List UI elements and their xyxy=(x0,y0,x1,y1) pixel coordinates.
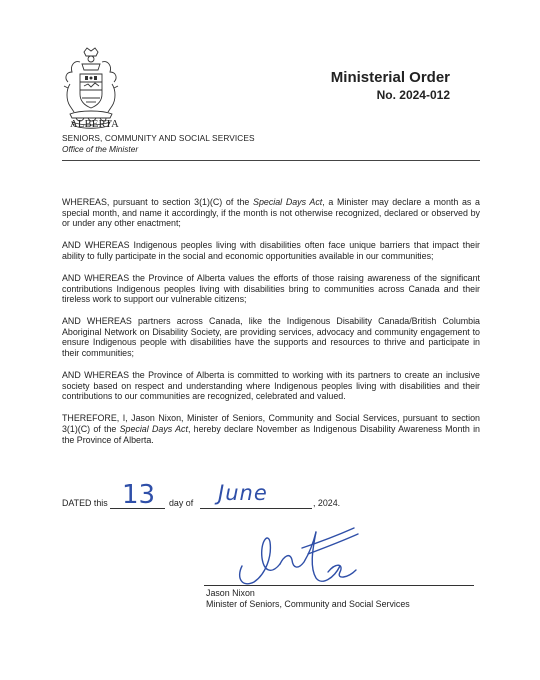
whereas-paragraph-3: AND WHEREAS the Province of Alberta values the efforts of those raising awareness of the significant contributions Indigenous peoples living with disabilities bring to communities across Canada and their tireless work to support our vulnerable citizens; xyxy=(62,272,480,305)
order-number: No. 2024-012 xyxy=(376,88,450,102)
year-label: , 2024. xyxy=(313,498,341,508)
whereas-paragraph-4: AND WHEREAS partners across Canada, like the Indigenous Disability Canada/British Columbia Aboriginal Network on Disability Society, are providing services, advocacy and community engagement to ensure Indigenous people with disabilities have the supports and resources to thrive and participate in their communities; xyxy=(62,316,480,359)
whereas-paragraph-5: AND WHEREAS the Province of Alberta is committed to working with its partners to create an inclusive society based on respect and understanding where Indigenous peoples living with disabilities and their contributions to our communities are recognized, celebrated and valued. xyxy=(62,370,480,402)
p1-text-a: WHEREAS, pursuant to section 3(1)(C) of the xyxy=(62,197,254,207)
whereas-paragraph-2: AND WHEREAS Indigenous peoples living with disabilities often face unique barriers that impact their ability to fully participate in the social and economic opportunities available in our communities; xyxy=(62,240,480,261)
signer-title: Minister of Seniors, Community and Social Services xyxy=(206,599,410,609)
whereas-paragraph-1 xyxy=(62,197,480,229)
order-title: Ministerial Order xyxy=(330,69,450,86)
p6-text-a: THEREFORE, I, Jason Nixon, Minister of Seniors, Community and Social Services, pursuant to section 3(1)(C) of the xyxy=(62,413,480,434)
ministry-name: SENIORS, COMMUNITY AND SOCIAL SERVICES xyxy=(62,133,255,143)
alberta-coat-of-arms-icon xyxy=(60,46,122,130)
header-divider xyxy=(62,160,480,161)
signer-name: Jason Nixon xyxy=(206,588,255,598)
month-underline xyxy=(200,508,312,509)
therefore-paragraph xyxy=(62,413,480,445)
alberta-wordmark: ALBERTA xyxy=(70,119,120,130)
month-handwritten: June xyxy=(218,481,268,505)
order-body xyxy=(62,197,480,457)
signature-line xyxy=(204,585,474,586)
day-of-label: day of xyxy=(169,498,194,508)
office-name: Office of the Minister xyxy=(62,144,139,154)
handwritten-signature-icon xyxy=(232,512,372,592)
dated-label: DATED this xyxy=(62,498,108,508)
day-handwritten: 13 xyxy=(122,480,156,510)
special-days-act-ref-1: Special Days Act xyxy=(253,197,323,207)
special-days-act-ref-2: Special Days Act xyxy=(119,424,188,434)
p6-text-b: , hereby declare November as Indigenous Disability Awareness Month in the Province of Alberta. xyxy=(62,424,480,445)
p1-text-b: , a Minister may declare a month as a special month, and name it accordingly, if the month is not otherwise recognized, declared or observed by or under any other enactment; xyxy=(62,197,480,229)
